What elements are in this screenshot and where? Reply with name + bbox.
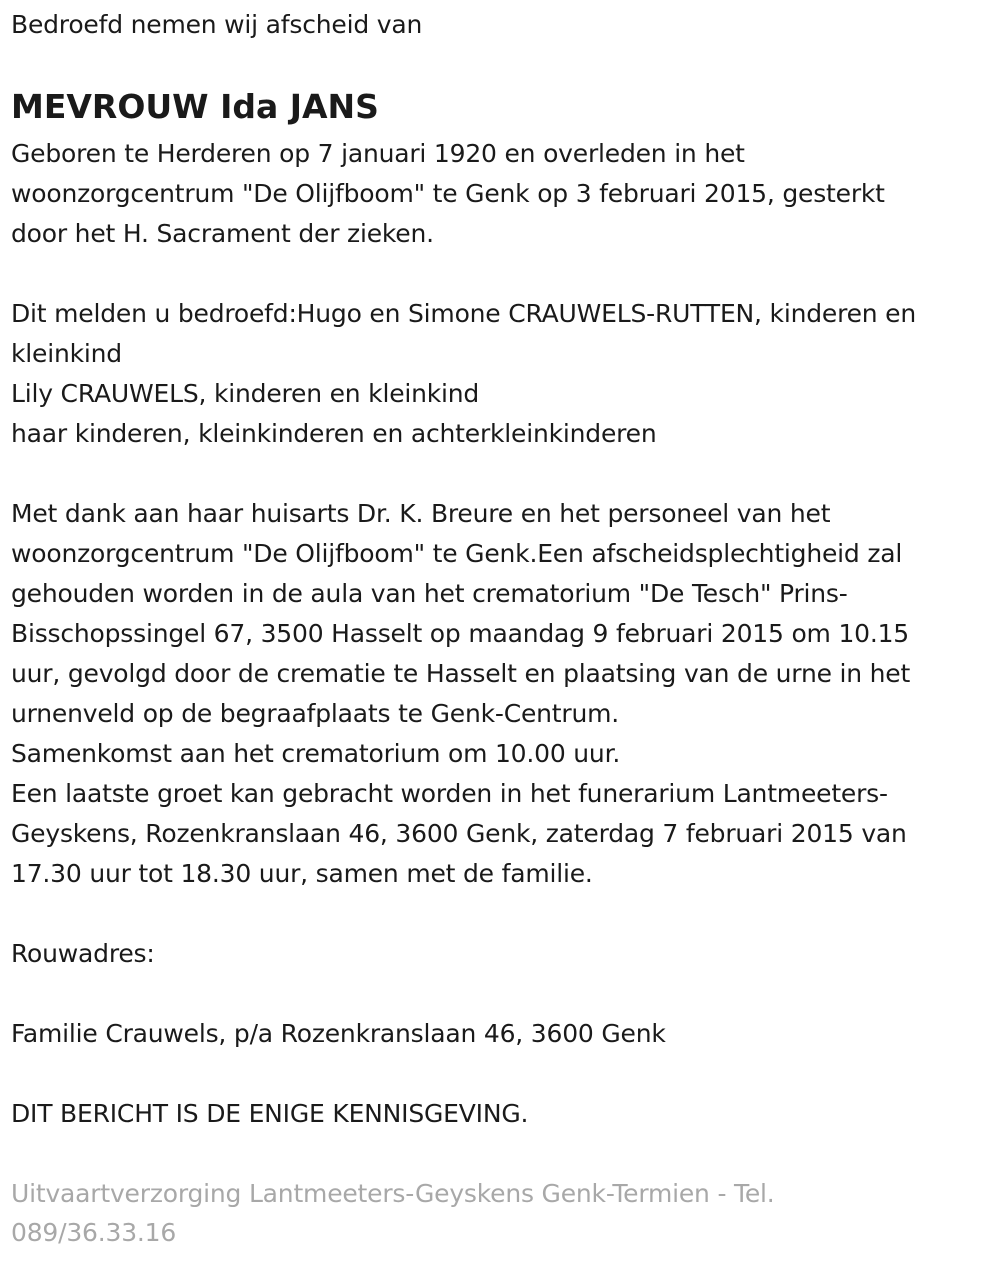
details-line: 17.30 uur tot 18.30 uur, samen met de familie. [11,859,593,888]
details-line: Geyskens, Rozenkranslaan 46, 3600 Genk, zaterdag 7 februari 2015 van [11,819,907,848]
details-line: Met dank aan haar huisarts Dr. K. Breure en het personeel van het [11,499,831,528]
mourners-line: Dit melden u bedroefd:Hugo en Simone CRAUWELS-RUTTEN, kinderen en [11,299,916,328]
details-line: urnenveld op de begraafplaats te Genk-Centrum. [11,699,619,728]
deceased-name: MEVROUW Ida JANS [11,87,379,126]
details-line: Samenkomst aan het crematorium om 10.00 uur. [11,739,621,768]
address-label: Rouwadres: [11,939,155,968]
birth-death-line: door het H. Sacrament der zieken. [11,219,434,248]
birth-death-line: woonzorgcentrum "De Olijfboom" te Genk op 3 februari 2015, gesterkt [11,179,885,208]
mourners-line: haar kinderen, kleinkinderen en achterkleinkinderen [11,419,657,448]
birth-death-line: Geboren te Herderen op 7 januari 1920 en overleden in het [11,139,745,168]
details-line: Bisschopssingel 67, 3500 Hasselt op maandag 9 februari 2015 om 10.15 [11,619,910,648]
mourners-line: kleinkind [11,339,122,368]
address-text: Familie Crauwels, p/a Rozenkranslaan 46, 3600 Genk [11,1019,666,1048]
details-line: gehouden worden in de aula van het crematorium "De Tesch" Prins- [11,579,848,608]
notice-text: DIT BERICHT IS DE ENIGE KENNISGEVING. [11,1099,529,1128]
mourners-line: Lily CRAUWELS, kinderen en kleinkind [11,379,480,408]
footer-line: 089/36.33.16 [11,1218,177,1247]
details-line: woonzorgcentrum "De Olijfboom" te Genk.Een afscheidsplechtigheid zal [11,539,903,568]
intro-text: Bedroefd nemen wij afscheid van [11,10,423,39]
details-line: uur, gevolgd door de crematie te Hasselt en plaatsing van de urne in het [11,659,911,688]
details-line: Een laatste groet kan gebracht worden in het funerarium Lantmeeters- [11,779,888,808]
footer-line: Uitvaartverzorging Lantmeeters-Geyskens Genk-Termien - Tel. [11,1179,775,1208]
